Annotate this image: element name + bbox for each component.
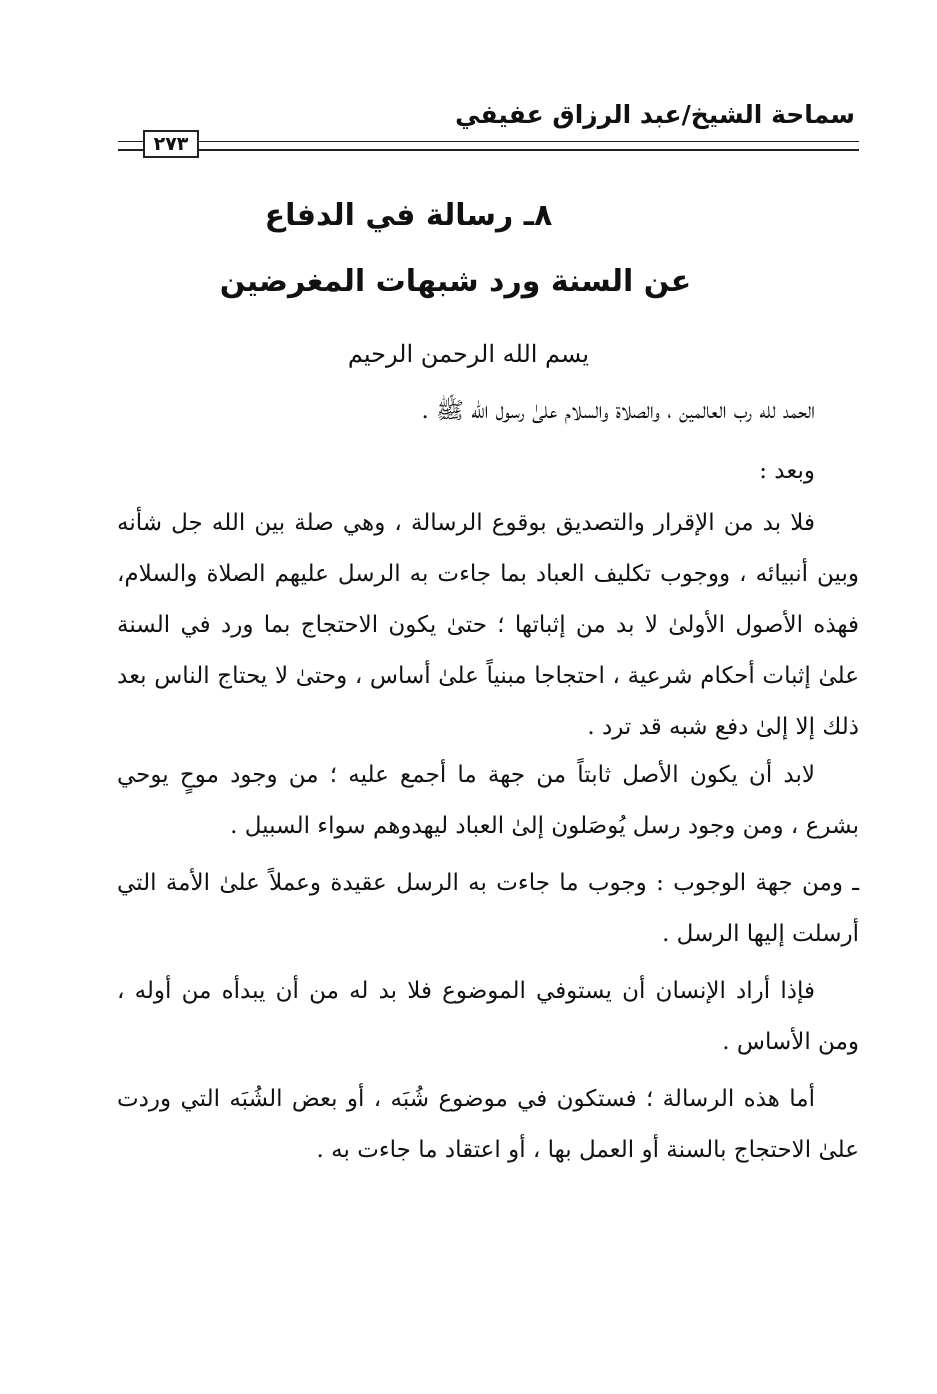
article-title-line-2: عن السنة ورد شبهات المغرضين	[219, 264, 692, 299]
body-paragraph-2	[117, 750, 859, 852]
basmala: يسم الله الرحمن الرحيم	[347, 340, 590, 368]
paragraph: وبعد :	[759, 458, 815, 484]
paragraph: الحمد لله رب العالمين ، والصلاة والسلام علىٰ رسول الله ﷺ .	[421, 398, 815, 424]
article-title-line-1: ٨ـ رسالة في الدفاع	[264, 198, 553, 233]
paragraph: لابد أن يكون الأصل ثابتاً من جهة ما أجمع عليه ؛ من وجود موحٍ يوحي بشرع ، ومن وجود رسل يُوصَلون إلىٰ العباد ليهدوهم سواء السبيل .	[117, 762, 859, 839]
page-number: ٢٧٣	[143, 130, 199, 158]
body-paragraph-3	[117, 858, 859, 960]
paragraph: فلا بد من الإقرار والتصديق بوقوع الرسالة ، وهي صلة بين الله جل شأنه وبين أنبيائه ، ووجوب تكليف العباد بما جاءت به الرسل عليهم الصلاة والسلام، فهذه الأصول الأولىٰ لا بد من إثباتها ؛ حتىٰ يكون الاحتجاج بما ورد في السنة علىٰ إثبات أحكام شرعية ، احتجاجا مبنياً علىٰ أساس ، وحتىٰ لا يحتاج الناس بعد ذلك إلا إلىٰ دفع شبه قد ترد .	[117, 510, 860, 740]
transition-phrase	[117, 446, 859, 497]
body-paragraph-4	[117, 966, 859, 1068]
paragraph: فإذا أراد الإنسان أن يستوفي الموضوع فلا بد له من أن يبدأه من أوله ، ومن الأساس .	[117, 978, 859, 1055]
body-paragraph-5	[117, 1074, 859, 1176]
paragraph: أما هذه الرسالة ؛ فستكون في موضوع شُبَه ، أو بعض الشُبَه التي وردت علىٰ الاحتجاج بالسنة أو العمل بها ، أو اعتقاد ما جاءت به .	[117, 1086, 859, 1163]
opening-praise	[117, 386, 859, 437]
body-paragraph-1	[117, 498, 859, 753]
header-divider	[118, 141, 859, 151]
paragraph: ـ ومن جهة الوجوب : وجوب ما جاءت به الرسل عقيدة وعملاً علىٰ الأمة التي أرسلت إليها الرسل .	[117, 870, 859, 947]
running-header-title: سماحة الشيخ/عبد الرزاق عفيفي	[455, 100, 855, 129]
